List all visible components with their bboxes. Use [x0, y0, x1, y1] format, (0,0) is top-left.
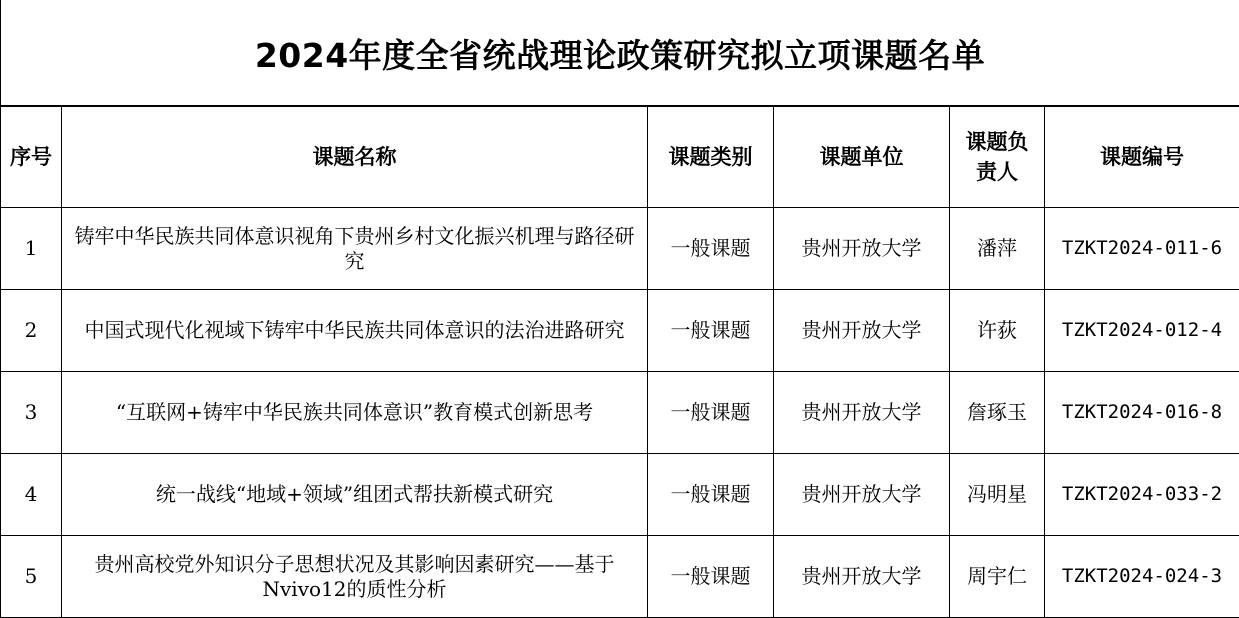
row-unit: 贵州开放大学 [774, 454, 950, 536]
table-header-row [1, 107, 1239, 208]
row-code: TZKT2024-033-2 [1045, 454, 1239, 536]
row-leader: 詹琢玉 [950, 372, 1045, 454]
row-unit: 贵州开放大学 [774, 536, 950, 618]
row-name: “互联网+铸牢中华民族共同体意识”教育模式创新思考 [62, 372, 648, 454]
row-name: 贵州高校党外知识分子思想状况及其影响因素研究——基于Nvivo12的质性分析 [62, 536, 648, 618]
table-row [1, 372, 1239, 454]
row-seq: 5 [1, 536, 62, 618]
row-unit: 贵州开放大学 [774, 290, 950, 372]
header-leader: 课题负责人 [950, 107, 1045, 208]
row-name: 统一战线“地域+领域”组团式帮扶新模式研究 [62, 454, 648, 536]
row-code: TZKT2024-016-8 [1045, 372, 1239, 454]
header-unit: 课题单位 [774, 107, 950, 208]
row-leader: 冯明星 [950, 454, 1045, 536]
row-category: 一般课题 [648, 454, 774, 536]
row-leader: 潘萍 [950, 208, 1045, 290]
table-row [1, 208, 1239, 290]
row-category: 一般课题 [648, 372, 774, 454]
row-code: TZKT2024-012-4 [1045, 290, 1239, 372]
header-name: 课题名称 [62, 107, 648, 208]
table-row [1, 536, 1239, 618]
row-code: TZKT2024-024-3 [1045, 536, 1239, 618]
row-unit: 贵州开放大学 [774, 208, 950, 290]
page-title: 2024年度全省统战理论政策研究拟立项课题名单 [1, 0, 1239, 106]
row-unit: 贵州开放大学 [774, 372, 950, 454]
row-category: 一般课题 [648, 208, 774, 290]
table-row [1, 454, 1239, 536]
row-category: 一般课题 [648, 290, 774, 372]
row-seq: 1 [1, 208, 62, 290]
row-seq: 2 [1, 290, 62, 372]
row-leader: 周宇仁 [950, 536, 1045, 618]
row-leader: 许荻 [950, 290, 1045, 372]
row-name: 中国式现代化视域下铸牢中华民族共同体意识的法治进路研究 [62, 290, 648, 372]
header-category: 课题类别 [648, 107, 774, 208]
header-code: 课题编号 [1045, 107, 1239, 208]
row-name: 铸牢中华民族共同体意识视角下贵州乡村文化振兴机理与路径研究 [62, 208, 648, 290]
header-seq: 序号 [1, 107, 62, 208]
row-code: TZKT2024-011-6 [1045, 208, 1239, 290]
table-row [1, 290, 1239, 372]
row-category: 一般课题 [648, 536, 774, 618]
row-seq: 4 [1, 454, 62, 536]
project-table [0, 106, 1239, 618]
row-seq: 3 [1, 372, 62, 454]
